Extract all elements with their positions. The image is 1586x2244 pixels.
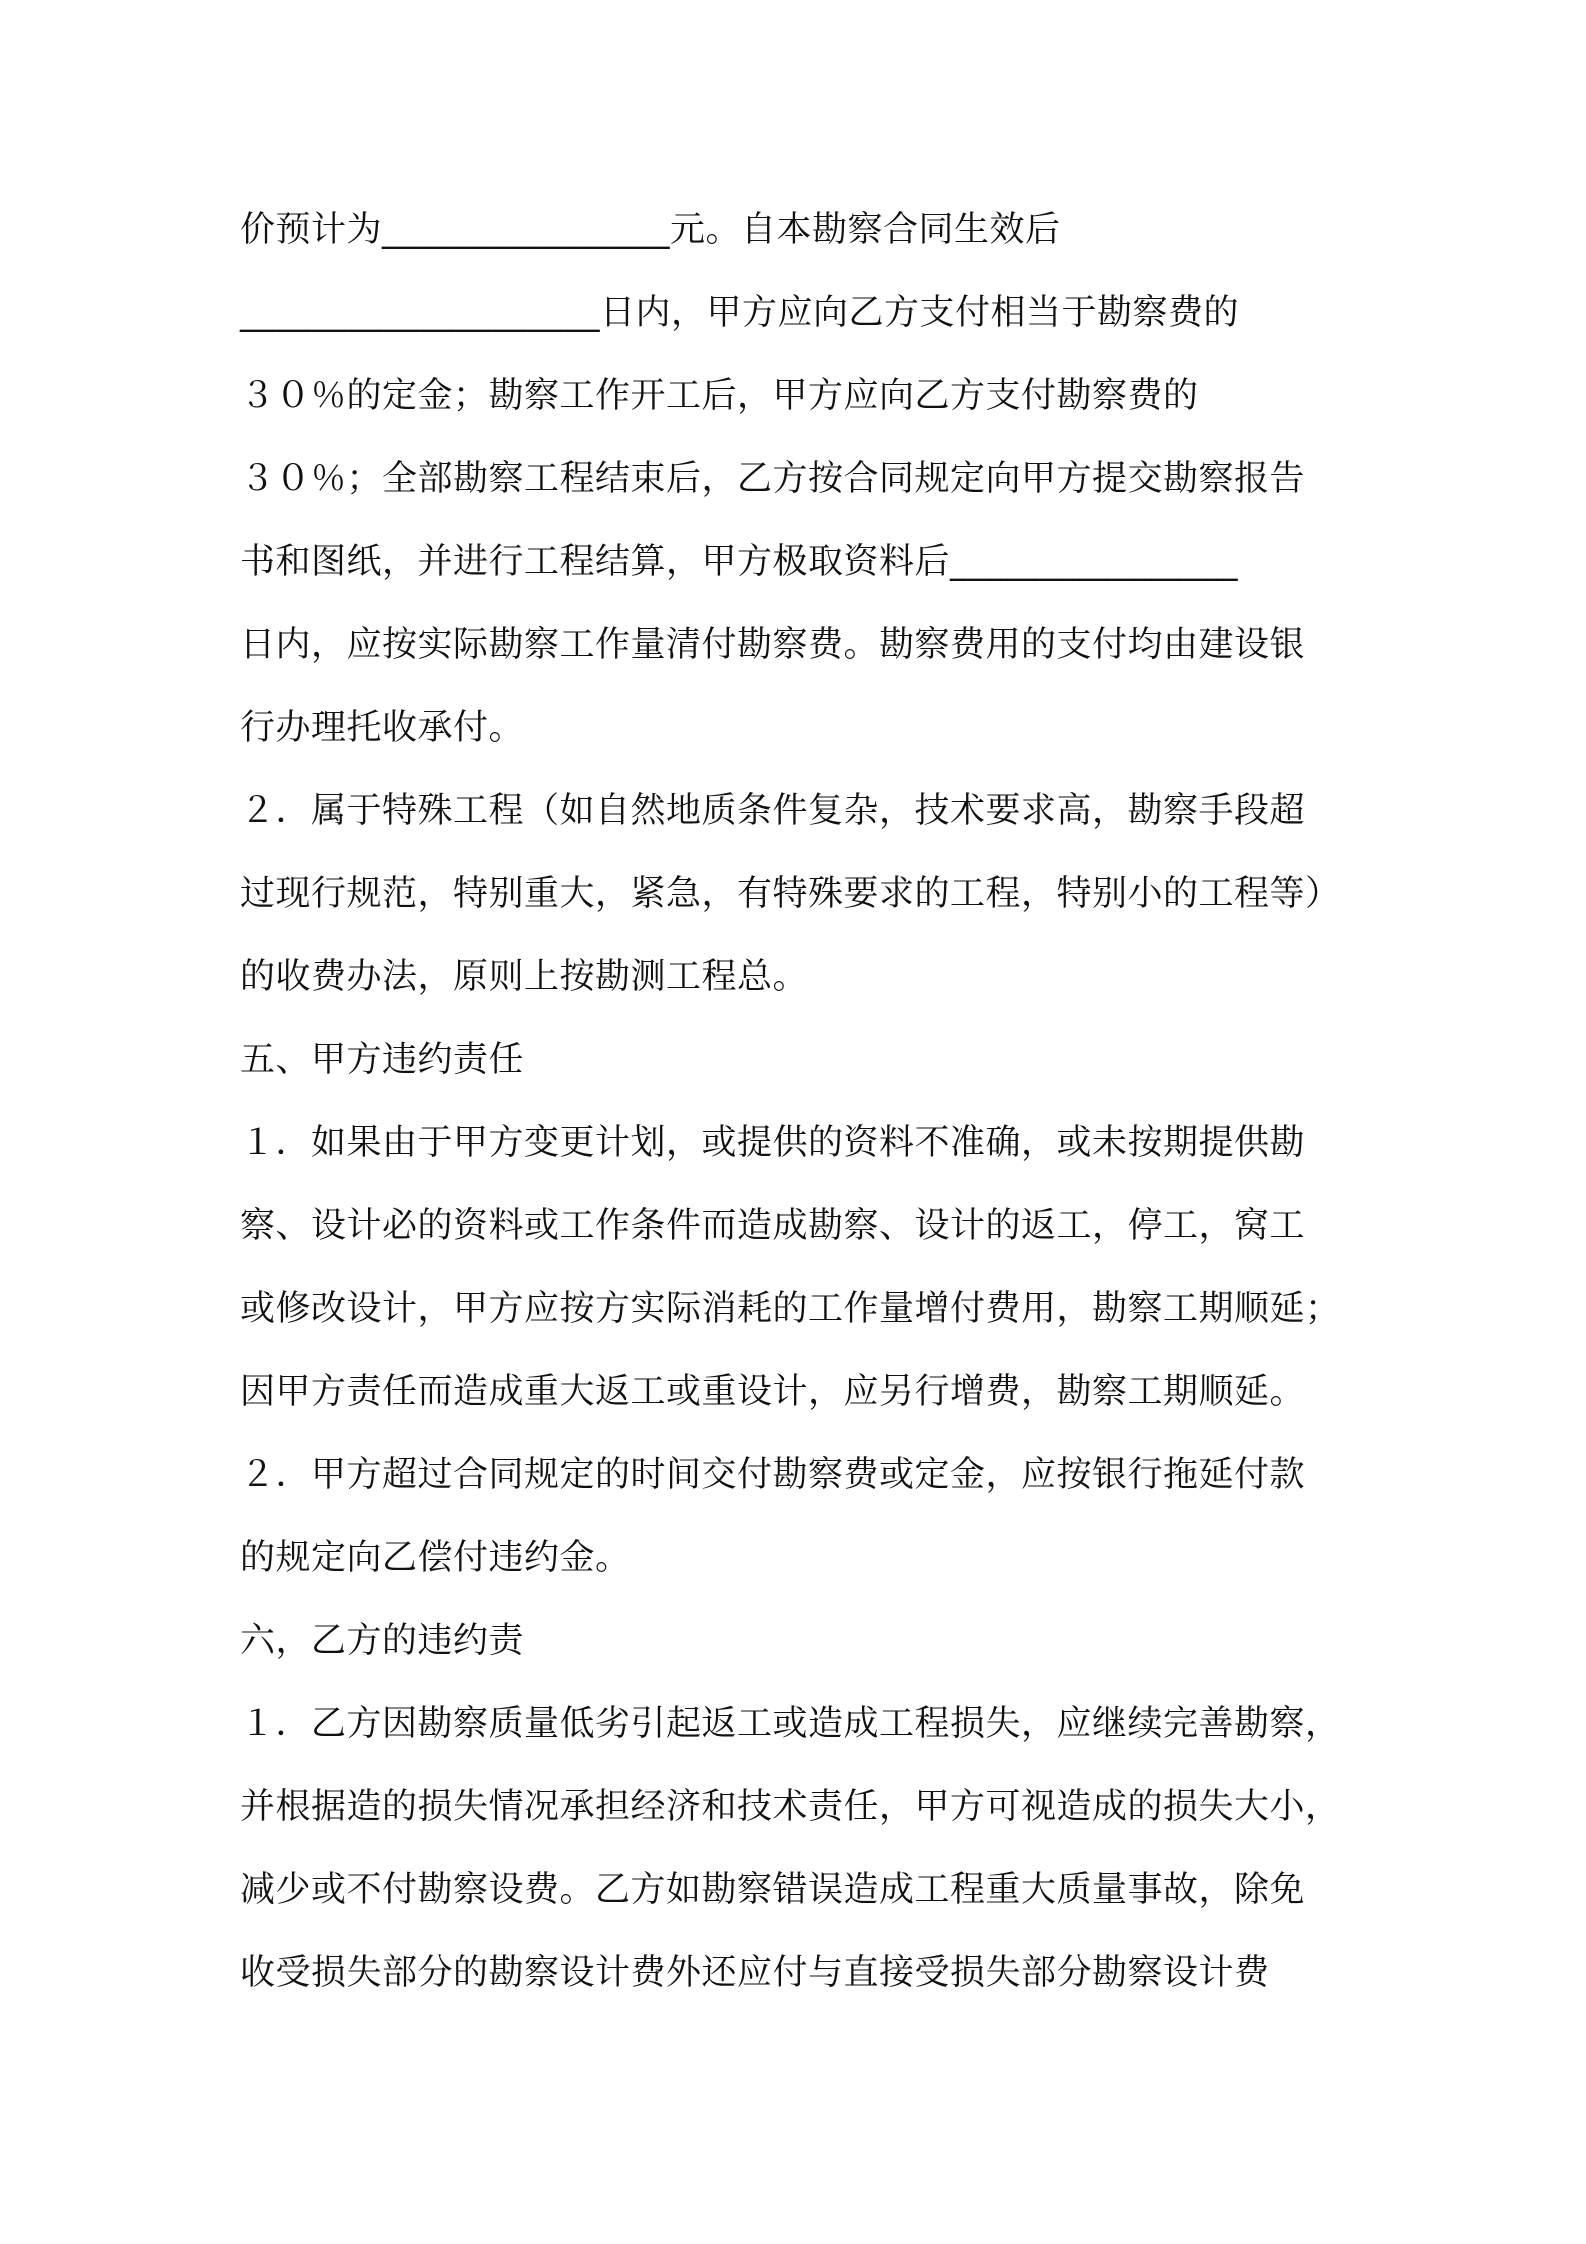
text-line: 的收费办法，原则上按勘测工程总。 [240, 957, 809, 997]
text-line: １．如果由于甲方变更计划，或提供的资料不准确，或未按期提供勘 [240, 1123, 1306, 1163]
text-line: ２．属于特殊工程（如自然地质条件复杂，技术要求高，勘察手段超 [240, 791, 1306, 831]
text-line: 或修改设计，甲方应按方实际消耗的工作量增付费用，勘察工期顺延； [240, 1289, 1341, 1329]
section-heading: 五、甲方违约责任 [240, 1040, 525, 1080]
text-line: 价预计为________________元。自本勘察合同生效后 [240, 210, 1061, 250]
document-body [240, 196, 1380, 2022]
text-line: 过现行规范，特别重大，紧急，有特殊要求的工程，特别小的工程等） [240, 874, 1341, 914]
text-line: ３０％；全部勘察工程结束后，乙方按合同规定向甲方提交勘察报告 [240, 459, 1306, 499]
section-heading: 六，乙方的违约责 [240, 1621, 525, 1661]
text-line: ____________________日内，甲方应向乙方支付相当于勘察费的 [240, 293, 1240, 333]
text-line: 日内，应按实际勘察工作量清付勘察费。勘察费用的支付均由建设银 [240, 625, 1306, 665]
text-line: 并根据造的损失情况承担经济和技术责任，甲方可视造成的损失大小， [240, 1787, 1341, 1827]
text-line: 行办理托收承付。 [240, 708, 525, 748]
text-line: 的规定向乙偿付违约金。 [240, 1538, 631, 1578]
text-line: 因甲方责任而造成重大返工或重设计，应另行增费，勘察工期顺延。 [240, 1372, 1306, 1412]
text-line: 收受损失部分的勘察设计费外还应付与直接受损失部分勘察设计费 [240, 1953, 1270, 1993]
text-line: 察、设计必的资料或工作条件而造成勘察、设计的返工，停工，窝工 [240, 1206, 1306, 1246]
text-line: 书和图纸，并进行工程结算，甲方极取资料后________________ [240, 542, 1239, 582]
text-line: 减少或不付勘察设费。乙方如勘察错误造成工程重大质量事故，除免 [240, 1870, 1306, 1910]
text-line: １．乙方因勘察质量低劣引起返工或造成工程损失，应继续完善勘察， [240, 1704, 1341, 1744]
text-line: ２．甲方超过合同规定的时间交付勘察费或定金，应按银行拖延付款 [240, 1455, 1306, 1495]
text-line: ３０％的定金；勘察工作开工后，甲方应向乙方支付勘察费的 [240, 376, 1199, 416]
